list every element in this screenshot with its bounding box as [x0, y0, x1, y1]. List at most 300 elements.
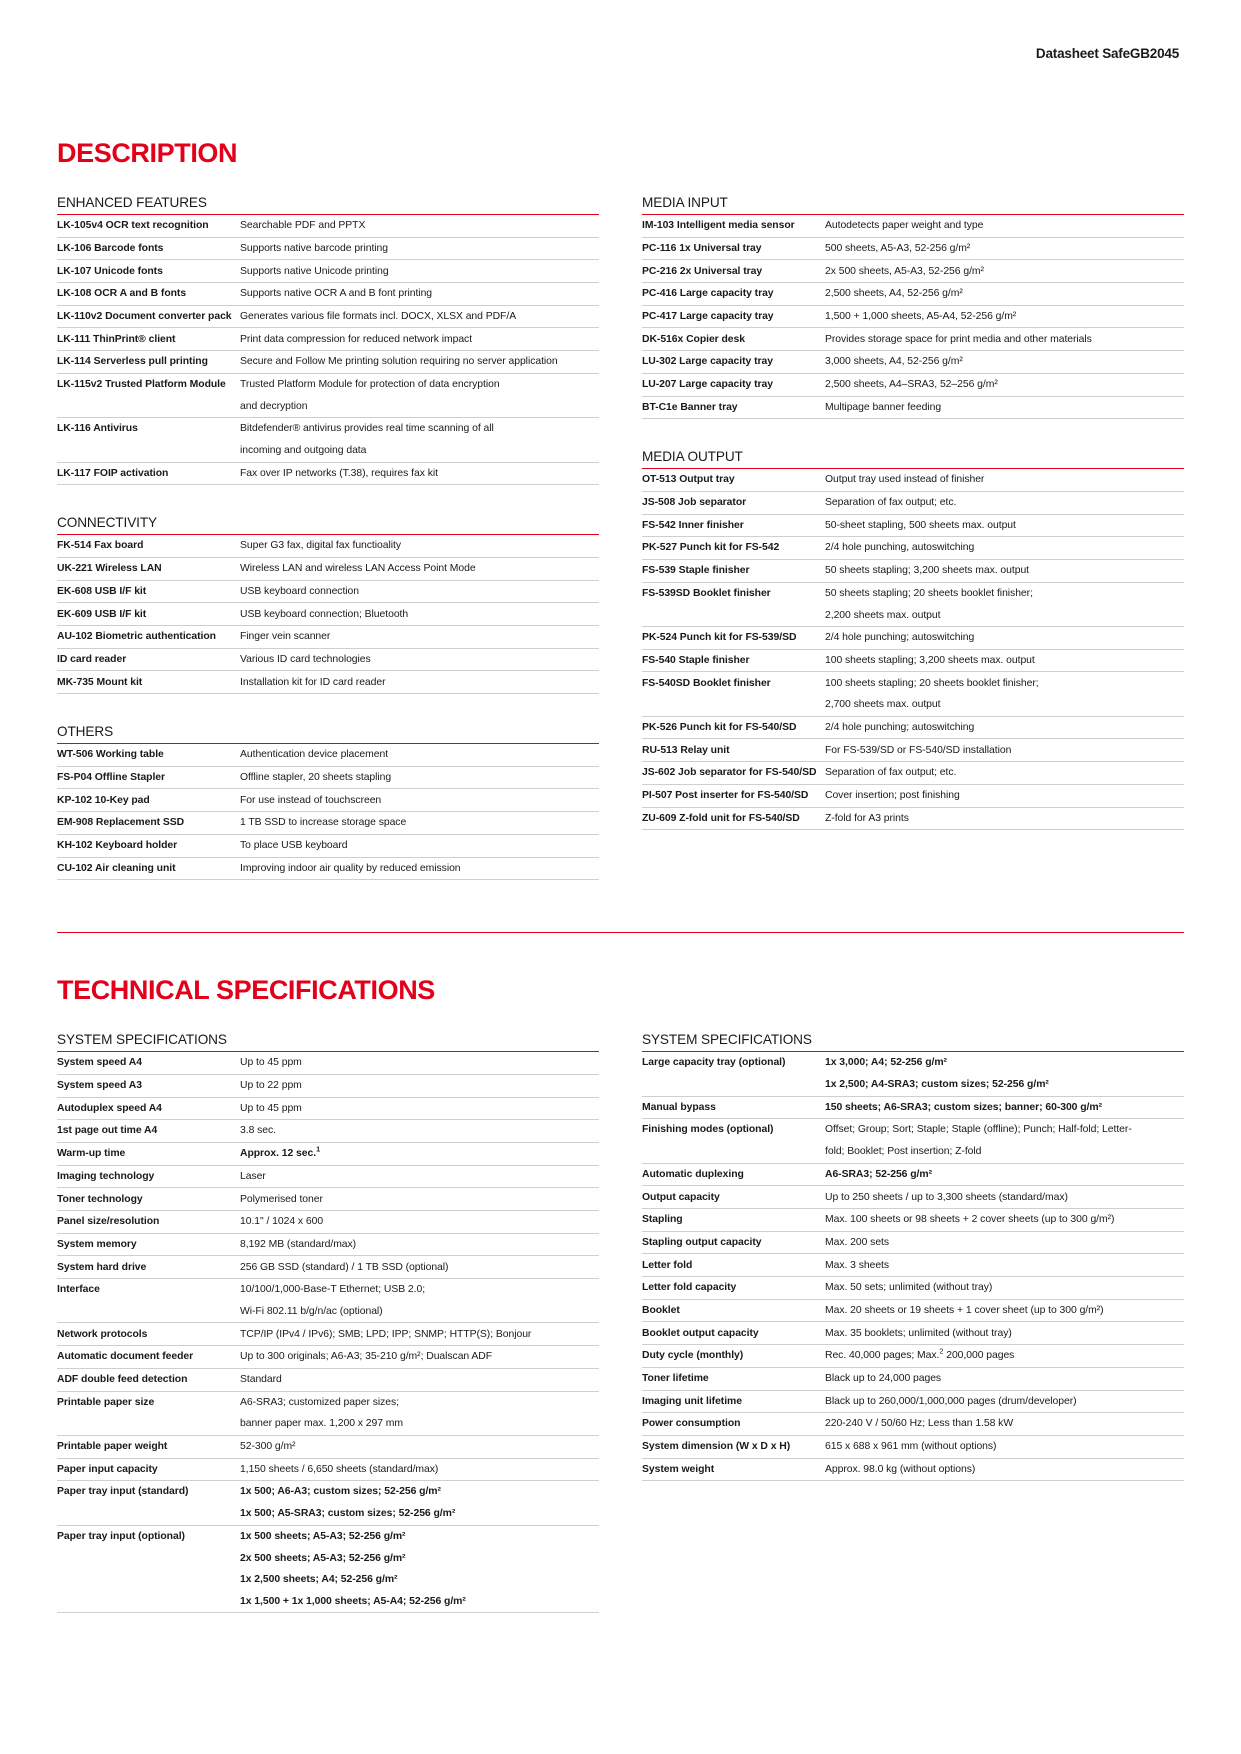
spec-row: [57, 1525, 599, 1547]
spec-row-key: LK-116 Antivirus: [57, 423, 138, 435]
spec-row-key: LK-110v2 Document converter pack: [57, 310, 232, 322]
spec-row-value: 2x 500 sheets; A5-A3; 52-256 g/m²: [240, 1552, 406, 1564]
spec-row-value: 2/4 hole punching; autoswitching: [825, 721, 975, 733]
block-title-system-specifications-left: SYSTEM SPECIFICATIONS: [57, 1032, 599, 1052]
spec-row: [57, 671, 599, 694]
technical-right-column: [642, 1032, 1184, 1481]
block-system-specifications-left: [57, 1032, 599, 1613]
spec-row-key: PC-416 Large capacity tray: [642, 288, 774, 300]
spec-row-key: LK-105v4 OCR text recognition: [57, 220, 209, 232]
spec-row-value: Up to 250 sheets / up to 3,300 sheets (standard/max): [825, 1191, 1068, 1203]
spec-row: [642, 1074, 1184, 1096]
spec-row-key: [57, 1591, 240, 1613]
spec-row-value: A6-SRA3; 52-256 g/m²: [825, 1168, 932, 1180]
spec-row: [57, 1323, 599, 1346]
spec-row-key: [57, 440, 240, 462]
spec-row: [57, 1368, 599, 1391]
spec-row: [642, 215, 1184, 237]
spec-row-value: incoming and outgoing data: [240, 445, 367, 457]
spec-row-value: USB keyboard connection: [240, 585, 359, 597]
spec-row-value: For FS-539/SD or FS-540/SD installation: [825, 744, 1012, 756]
spec-row: [57, 373, 599, 395]
spec-row-value: Cover insertion; post finishing: [825, 790, 960, 801]
spec-row-value: 500 sheets, A5-A3, 52-256 g/m²: [825, 242, 971, 254]
spec-table-media-input: [642, 215, 1184, 419]
spec-row-key: [57, 1503, 240, 1525]
spec-row-key: [642, 1141, 825, 1163]
spec-row-value: 1,150 sheets / 6,650 sheets (standard/max): [240, 1463, 439, 1475]
spec-row: [642, 762, 1184, 785]
spec-row: [57, 1120, 599, 1143]
spec-row-value: 52-300 g/m²: [240, 1441, 296, 1453]
spec-row-key: UK-221 Wireless LAN: [57, 563, 162, 575]
spec-row: [57, 744, 599, 766]
spec-row: [57, 1481, 599, 1503]
description-right-column: [642, 195, 1184, 830]
spec-row-key: Imaging technology: [57, 1170, 155, 1182]
spec-row-key: LK-114 Serverless pull printing: [57, 356, 208, 368]
spec-row: [642, 694, 1184, 716]
spec-row-key: [57, 1413, 240, 1435]
spec-row: [642, 1254, 1184, 1277]
spec-row-key: Manual bypass: [642, 1101, 716, 1113]
spec-row-key: KP-102 10-Key pad: [57, 794, 150, 806]
spec-row-key: ZU-609 Z-fold unit for FS-540/SD: [642, 812, 800, 824]
spec-row: [57, 766, 599, 789]
spec-row-key: PC-116 1x Universal tray: [642, 242, 762, 254]
spec-table-enhanced-features: [57, 215, 599, 485]
spec-row: [57, 1052, 599, 1074]
spec-row-key: FS-542 Inner finisher: [642, 519, 744, 531]
spec-row: [57, 1074, 599, 1097]
spec-row-key: [57, 396, 240, 418]
spec-row-key: Booklet output capacity: [642, 1327, 759, 1339]
spec-row: [57, 857, 599, 880]
spec-row-value: Wireless LAN and wireless LAN Access Point Mode: [240, 563, 476, 575]
spec-row-key: EM-908 Replacement SSD: [57, 817, 185, 829]
spec-row-key: Letter fold: [642, 1259, 693, 1271]
spec-row-key: WT-506 Working table: [57, 749, 164, 761]
spec-row-value: Trusted Platform Module for protection of data encryption: [240, 379, 500, 390]
spec-row: [57, 580, 599, 603]
spec-row-value: Super G3 fax, digital fax functioality: [240, 540, 401, 552]
spec-row: [642, 1277, 1184, 1300]
spec-row: [57, 351, 599, 374]
spec-row: [57, 418, 599, 440]
spec-row-key: Printable paper size: [57, 1396, 155, 1408]
spec-row-key: Stapling output capacity: [642, 1236, 762, 1248]
spec-row-value: 50 sheets stapling; 20 sheets booklet finisher;: [825, 587, 1033, 599]
spec-row: [57, 1413, 599, 1435]
spec-row-key: Autoduplex speed A4: [57, 1102, 162, 1114]
spec-row-value: Max. 200 sets: [825, 1236, 890, 1248]
spec-row-value: Various ID card technologies: [240, 653, 371, 665]
spec-row: [57, 1346, 599, 1369]
spec-row-value: Rec. 40,000 pages; Max.$^2$ 200,000 pages: [825, 1346, 1015, 1362]
spec-row-value: 100 sheets stapling; 20 sheets booklet finisher;: [825, 677, 1039, 689]
spec-row-key: Paper tray input (optional): [57, 1530, 185, 1542]
spec-row: [57, 440, 599, 462]
spec-row: [57, 396, 599, 418]
spec-row: [642, 649, 1184, 672]
spec-row: [57, 1547, 599, 1569]
block-title-media-input: MEDIA INPUT: [642, 195, 1184, 215]
spec-row: [642, 1209, 1184, 1232]
spec-row-value: Approx. 12 sec.$^1$: [240, 1144, 321, 1160]
spec-table-others: [57, 744, 599, 880]
spec-row-key: EK-609 USB I/F kit: [57, 608, 147, 620]
spec-row-key: CU-102 Air cleaning unit: [57, 862, 176, 874]
spec-row-key: Finishing modes (optional): [642, 1124, 774, 1136]
spec-row-value: and decryption: [240, 400, 308, 412]
spec-row: [57, 1188, 599, 1211]
spec-row-value: Supports native barcode printing: [240, 242, 389, 254]
block-title-others: OTHERS: [57, 724, 599, 744]
spec-row-key: System memory: [57, 1238, 137, 1250]
spec-row-key: Stapling: [642, 1214, 683, 1226]
spec-row: [57, 283, 599, 306]
spec-row: [57, 789, 599, 812]
spec-row-value: Output tray used instead of finisher: [825, 474, 985, 486]
spec-row: [57, 328, 599, 351]
block-title-system-specifications-right: SYSTEM SPECIFICATIONS: [642, 1032, 1184, 1052]
spec-row: [57, 834, 599, 857]
spec-row-key: System dimension (W x D x H): [642, 1441, 791, 1453]
spec-row-key: PC-417 Large capacity tray: [642, 310, 774, 322]
spec-row-value: Print data compression for reduced network impact: [240, 333, 473, 345]
spec-row-key: FS-539 Staple finisher: [642, 565, 750, 577]
spec-row-key: System speed A4: [57, 1057, 142, 1069]
spec-row-value: Up to 300 originals; A6-A3; 35-210 g/m²; Dualscan ADF: [240, 1351, 493, 1363]
spec-row: [642, 260, 1184, 283]
spec-row-key: DK-516x Copier desk: [642, 333, 745, 345]
spec-row-value: banner paper max. 1,200 x 297 mm: [240, 1418, 404, 1430]
spec-row: [57, 1142, 599, 1165]
spec-row: [642, 1186, 1184, 1209]
block-title-enhanced-features: ENHANCED FEATURES: [57, 195, 599, 215]
spec-row-value: Max. 50 sets; unlimited (without tray): [825, 1282, 993, 1294]
spec-row: [57, 1591, 599, 1613]
spec-row: [642, 604, 1184, 626]
spec-row: [57, 1211, 599, 1234]
spec-row-key: Large capacity tray (optional): [642, 1057, 786, 1069]
spec-row-key: LU-207 Large capacity tray: [642, 379, 773, 390]
spec-row-key: Booklet: [642, 1304, 680, 1316]
spec-row-value: Up to 45 ppm: [240, 1057, 302, 1069]
spec-row-value: Separation of fax output; etc.: [825, 497, 957, 509]
spec-row-value: Offline stapler, 20 sheets stapling: [240, 771, 392, 783]
spec-row: [642, 283, 1184, 306]
spec-row-value: 1x 1,500 + 1x 1,000 sheets; A5-A4; 52-256 g/m²: [240, 1595, 466, 1607]
spec-row-value: 1x 500; A6-A3; custom sizes; 52-256 g/m²: [240, 1486, 441, 1498]
spec-row-value: Secure and Follow Me printing solution requiring no server application: [240, 356, 558, 368]
spec-table-system-specifications-left: [57, 1052, 599, 1613]
spec-row: [642, 1367, 1184, 1390]
spec-row-key: MK-735 Mount kit: [57, 676, 143, 688]
spec-row: [57, 557, 599, 580]
spec-row-key: PK-524 Punch kit for FS-539/SD: [642, 632, 797, 644]
spec-row-value: Finger vein scanner: [240, 631, 331, 643]
block-connectivity: [57, 515, 599, 694]
spec-row: [57, 1097, 599, 1120]
spec-row: [57, 260, 599, 283]
spec-row: [57, 812, 599, 835]
spec-row-key: Letter fold capacity: [642, 1282, 737, 1294]
spec-row-value: 1 TB SSD to increase storage space: [240, 817, 407, 829]
spec-row: [642, 469, 1184, 491]
spec-row: [642, 537, 1184, 560]
block-enhanced-features: [57, 195, 599, 485]
spec-row-value: USB keyboard connection; Bluetooth: [240, 608, 409, 620]
spec-row-value: Separation of fax output; etc.: [825, 767, 957, 779]
spec-row: [642, 1322, 1184, 1345]
spec-row-value: Max. 20 sheets or 19 sheets + 1 cover sheet (up to 300 g/m²): [825, 1304, 1104, 1316]
spec-row-key: LU-302 Large capacity tray: [642, 356, 773, 368]
spec-row-value: 2,700 sheets max. output: [825, 699, 941, 711]
spec-row: [642, 1141, 1184, 1163]
spec-row-key: LK-107 Unicode fonts: [57, 265, 163, 277]
spec-row-value: Up to 45 ppm: [240, 1102, 302, 1114]
technical-columns: [57, 1032, 1184, 1613]
spec-row-key: FS-540 Staple finisher: [642, 654, 750, 666]
spec-row-value: 1x 2,500; A4-SRA3; custom sizes; 52-256 g/m²: [825, 1079, 1049, 1091]
description-section-title: DESCRIPTION: [57, 138, 238, 168]
spec-row-value: 220-240 V / 50/60 Hz; Less than 1.58 kW: [825, 1418, 1014, 1430]
spec-row-value: Standard: [240, 1374, 282, 1385]
spec-row-key: FS-P04 Offline Stapler: [57, 771, 166, 783]
spec-row-key: 1st page out time A4: [57, 1125, 158, 1137]
spec-row: [57, 1458, 599, 1481]
spec-row-key: Network protocols: [57, 1328, 148, 1340]
spec-row-key: LK-115v2 Trusted Platform Module: [57, 379, 226, 390]
spec-row-value: Generates various file formats incl. DOCX, XLSX and PDF/A: [240, 310, 517, 322]
spec-row: [57, 1301, 599, 1323]
spec-row-value: Supports native OCR A and B font printing: [240, 288, 433, 300]
spec-row-key: [57, 1547, 240, 1569]
spec-row-value: 2x 500 sheets, A5-A3, 52-256 g/m²: [825, 265, 984, 277]
spec-row-value: For use instead of touchscreen: [240, 794, 382, 806]
spec-row-key: FS-539SD Booklet finisher: [642, 587, 771, 599]
spec-row-value: Supports native Unicode printing: [240, 265, 389, 277]
block-title-connectivity: CONNECTIVITY: [57, 515, 599, 535]
spec-row: [57, 1279, 599, 1301]
spec-row-value: Fax over IP networks (T.38), requires fax kit: [240, 467, 438, 479]
spec-row: [642, 582, 1184, 604]
spec-row-key: PC-216 2x Universal tray: [642, 265, 763, 277]
spec-row-value: 2/4 hole punching; autoswitching: [825, 632, 975, 644]
technical-left-column: [57, 1032, 599, 1613]
spec-row-key: PK-527 Punch kit for FS-542: [642, 542, 780, 554]
spec-row-value: Up to 22 ppm: [240, 1080, 302, 1092]
spec-row: [642, 739, 1184, 762]
spec-row-key: System weight: [642, 1463, 715, 1475]
spec-row-value: Laser: [240, 1170, 266, 1182]
spec-row: [57, 237, 599, 260]
spec-row: [642, 716, 1184, 739]
spec-row-key: LK-108 OCR A and B fonts: [57, 288, 187, 300]
spec-row-value: Z-fold for A3 prints: [825, 812, 909, 824]
spec-row-key: Panel size/resolution: [57, 1216, 160, 1228]
spec-row-value: 50 sheets stapling; 3,200 sheets max. output: [825, 565, 1030, 577]
spec-row-key: PI-507 Post inserter for FS-540/SD: [642, 790, 809, 801]
spec-row-value: Max. 3 sheets: [825, 1259, 890, 1271]
spec-row: [642, 1390, 1184, 1413]
spec-row-value: 1x 500 sheets; A5-A3; 52-256 g/m²: [240, 1530, 406, 1542]
spec-row-value: Autodetects paper weight and type: [825, 220, 984, 232]
spec-row: [642, 396, 1184, 419]
spec-row-value: 3.8 sec.: [240, 1125, 276, 1137]
spec-row: [642, 807, 1184, 830]
spec-row-key: RU-513 Relay unit: [642, 744, 730, 756]
spec-row-key: Printable paper weight: [57, 1441, 168, 1453]
spec-row-value: Offset; Group; Sort; Staple; Staple (offline); Punch; Half-fold; Letter-: [825, 1124, 1132, 1136]
spec-row-key: Paper tray input (standard): [57, 1486, 189, 1498]
spec-row-key: [642, 1074, 825, 1096]
spec-row-value: Black up to 260,000/1,000,000 pages (drum/developer): [825, 1395, 1077, 1407]
spec-row-key: LK-111 ThinPrint® client: [57, 333, 176, 345]
spec-row-key: JS-602 Job separator for FS-540/SD: [642, 767, 817, 779]
spec-row-key: ID card reader: [57, 653, 127, 665]
spec-row-key: Toner technology: [57, 1193, 143, 1205]
spec-row-value: 1,500 + 1,000 sheets, A5-A4, 52-256 g/m²: [825, 310, 1017, 322]
spec-row: [642, 559, 1184, 582]
spec-row: [57, 1391, 599, 1413]
spec-row-value: Max. 100 sheets or 98 sheets + 2 cover sheets (up to 300 g/m²): [825, 1214, 1115, 1226]
spec-row-key: JS-508 Job separator: [642, 497, 747, 509]
spec-row-key: IM-103 Intelligent media sensor: [642, 220, 795, 232]
spec-row: [642, 784, 1184, 807]
spec-row: [57, 1503, 599, 1525]
spec-row-value: fold; Booklet; Post insertion; Z-fold: [825, 1146, 982, 1158]
section-divider-rule: [57, 932, 1184, 933]
spec-row-value: Black up to 24,000 pages: [825, 1373, 942, 1384]
block-media-input: [642, 195, 1184, 419]
spec-row-value: To place USB keyboard: [240, 840, 348, 851]
spec-row-key: Paper input capacity: [57, 1463, 158, 1475]
spec-row: [57, 1256, 599, 1279]
spec-row-value: 2,500 sheets, A4, 52-256 g/m²: [825, 288, 963, 300]
spec-row-value: 100 sheets stapling; 3,200 sheets max. output: [825, 654, 1035, 666]
spec-row: [642, 305, 1184, 328]
spec-row: [642, 627, 1184, 650]
spec-row-key: Power consumption: [642, 1418, 741, 1430]
spec-row: [642, 373, 1184, 396]
spec-row-key: LK-106 Barcode fonts: [57, 242, 164, 254]
spec-row-key: Output capacity: [642, 1191, 720, 1203]
spec-row-value: 8,192 MB (standard/max): [240, 1238, 357, 1250]
spec-row-value: Multipage banner feeding: [825, 401, 942, 413]
spec-row-key: OT-513 Output tray: [642, 474, 735, 486]
spec-row-value: 1x 3,000; A4; 52-256 g/m²: [825, 1057, 947, 1069]
technical-specifications-section-title: TECHNICAL SPECIFICATIONS: [57, 975, 435, 1006]
spec-row: [57, 1435, 599, 1458]
spec-row-value: 2,500 sheets, A4–SRA3, 52–256 g/m²: [825, 379, 998, 390]
spec-row-value: 10.1" / 1024 x 600: [240, 1216, 324, 1228]
spec-row-key: EK-608 USB I/F kit: [57, 585, 147, 597]
spec-row-key: Automatic document feeder: [57, 1351, 194, 1363]
spec-row-key: AU-102 Biometric authentication: [57, 631, 216, 643]
spec-row: [642, 1096, 1184, 1119]
spec-row-value: Installation kit for ID card reader: [240, 676, 386, 688]
spec-row-value: TCP/IP (IPv4 / IPv6); SMB; LPD; IPP; SNMP; HTTP(S); Bonjour: [240, 1328, 532, 1340]
spec-row-key: FK-514 Fax board: [57, 540, 144, 552]
spec-row-value: Searchable PDF and PPTX: [240, 220, 366, 232]
block-others: [57, 724, 599, 880]
spec-row-value: Bitdefender® antivirus provides real time scanning of all: [240, 423, 494, 435]
spec-row-value: Improving indoor air quality by reduced emission: [240, 862, 461, 874]
spec-row: [642, 328, 1184, 351]
footnote-marker: 2: [939, 1346, 944, 1356]
spec-row-value: 1x 2,500 sheets; A4; 52-256 g/m²: [240, 1574, 398, 1586]
spec-row: [57, 215, 599, 237]
spec-row-key: Automatic duplexing: [642, 1168, 744, 1180]
spec-table-connectivity: [57, 535, 599, 694]
spec-row: [642, 672, 1184, 694]
spec-row-key: System speed A3: [57, 1080, 142, 1092]
spec-row-value: 2/4 hole punching, autoswitching: [825, 542, 975, 554]
footnote-marker: 1: [316, 1144, 321, 1154]
spec-row-value: 2,200 sheets max. output: [825, 609, 941, 621]
spec-row: [642, 1458, 1184, 1481]
spec-row: [57, 535, 599, 557]
spec-row-value: 50-sheet stapling, 500 sheets max. output: [825, 519, 1016, 531]
block-title-media-output: MEDIA OUTPUT: [642, 449, 1184, 469]
spec-row: [57, 626, 599, 649]
spec-row: [642, 491, 1184, 514]
spec-row: [642, 1299, 1184, 1322]
spec-row: [642, 1052, 1184, 1074]
spec-row-value: Provides storage space for print media and other materials: [825, 333, 1092, 345]
spec-row-value: Max. 35 booklets; unlimited (without tray): [825, 1327, 1012, 1339]
spec-row-key: FS-540SD Booklet finisher: [642, 677, 771, 689]
spec-row: [57, 1233, 599, 1256]
spec-row: [642, 351, 1184, 374]
spec-row-key: LK-117 FOIP activation: [57, 467, 169, 479]
spec-row-key: [57, 1301, 240, 1323]
spec-row-key: KH-102 Keyboard holder: [57, 840, 178, 851]
spec-row-key: PK-526 Punch kit for FS-540/SD: [642, 721, 797, 733]
spec-row-value: Authentication device placement: [240, 749, 389, 761]
spec-row-value: 256 GB SSD (standard) / 1 TB SSD (optional): [240, 1261, 449, 1273]
spec-row-value: 1x 500; A5-SRA3; custom sizes; 52-256 g/m²: [240, 1508, 456, 1520]
spec-row: [57, 462, 599, 485]
spec-row: [642, 1413, 1184, 1436]
spec-row: [57, 603, 599, 626]
document-header: Datasheet SafeGB2045: [1035, 46, 1179, 61]
spec-row-key: System hard drive: [57, 1261, 147, 1273]
spec-row-key: [642, 694, 825, 716]
spec-row-key: Imaging unit lifetime: [642, 1395, 742, 1407]
spec-row-key: Duty cycle (monthly): [642, 1350, 744, 1362]
spec-row: [642, 514, 1184, 537]
block-system-specifications-right: [642, 1032, 1184, 1481]
description-left-column: [57, 195, 599, 880]
spec-row: [642, 1345, 1184, 1368]
spec-row-value: A6-SRA3; customized paper sizes;: [240, 1396, 399, 1408]
spec-row-key: ADF double feed detection: [57, 1374, 188, 1385]
spec-row-value: Approx. 98.0 kg (without options): [825, 1463, 976, 1475]
spec-row-key: Interface: [57, 1284, 100, 1296]
spec-row: [57, 1569, 599, 1591]
description-columns: [57, 195, 1184, 880]
spec-row-value: 3,000 sheets, A4, 52-256 g/m²: [825, 356, 963, 368]
spec-table-system-specifications-right: [642, 1052, 1184, 1481]
spec-row: [642, 1119, 1184, 1141]
spec-table-media-output: [642, 469, 1184, 830]
spec-row-value: Wi-Fi 802.11 b/g/n/ac (optional): [240, 1305, 383, 1317]
spec-row-value: 615 x 688 x 961 mm (without options): [825, 1441, 997, 1453]
spec-row: [642, 1163, 1184, 1186]
